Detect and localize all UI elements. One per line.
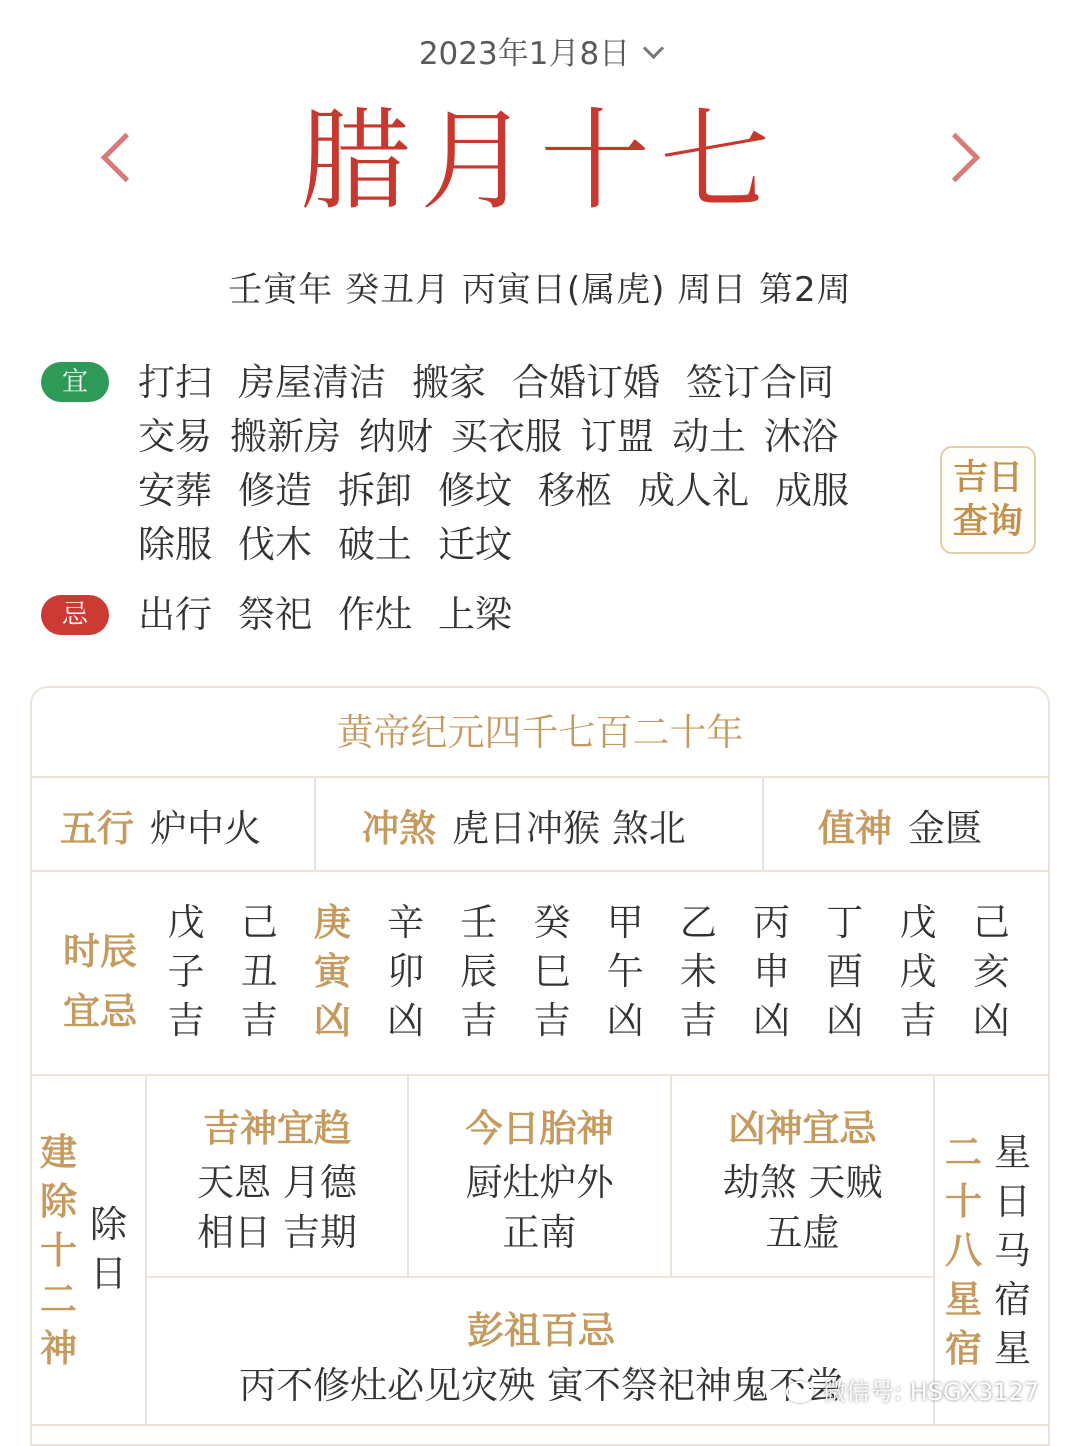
yi-item: 伐木 bbox=[238, 523, 312, 566]
hour-branch: 寅 bbox=[313, 950, 351, 993]
ji-badge: 忌 bbox=[41, 595, 109, 635]
hour-branch: 丑 bbox=[240, 950, 278, 993]
auspicious-day-search-button[interactable] bbox=[940, 446, 1036, 554]
hour-branch: 未 bbox=[679, 950, 717, 993]
hour-column bbox=[376, 898, 436, 1045]
jishen-line1: 天恩 月德 bbox=[197, 1161, 357, 1204]
yi-item: 沐浴 bbox=[764, 415, 838, 458]
hour-luck: 吉 bbox=[899, 999, 937, 1042]
yi-item: 除服 bbox=[138, 523, 212, 566]
yi-item: 修造 bbox=[238, 469, 312, 512]
hour-branch: 子 bbox=[167, 950, 205, 993]
chongsha-value: 虎日冲猴 煞北 bbox=[452, 807, 686, 850]
wuxing-cell bbox=[60, 798, 261, 852]
hour-column bbox=[595, 898, 655, 1045]
hours-label bbox=[52, 922, 148, 1042]
taishen-section bbox=[409, 1098, 670, 1258]
divider bbox=[30, 1074, 1050, 1076]
xiongshen-line1: 劫煞 天贼 bbox=[722, 1161, 883, 1204]
hour-stem: 庚 bbox=[313, 901, 351, 944]
date-selector[interactable] bbox=[0, 28, 1080, 73]
yi-badge: 宜 bbox=[41, 362, 109, 402]
hours-label-line2: 宜忌 bbox=[63, 990, 137, 1033]
jishen-line2: 相日 吉期 bbox=[197, 1211, 357, 1254]
hour-stem: 甲 bbox=[606, 901, 644, 944]
hour-branch: 午 bbox=[606, 950, 644, 993]
watermark-text: 微信号: HSGX3127 bbox=[822, 1378, 1040, 1406]
hour-luck: 吉 bbox=[460, 999, 498, 1042]
hour-luck: 吉 bbox=[240, 999, 278, 1042]
zhishen-label: 值神 bbox=[818, 807, 892, 850]
hour-branch: 卯 bbox=[387, 950, 425, 993]
wuxing-value: 炉中火 bbox=[150, 807, 261, 850]
xiongshen-section bbox=[672, 1098, 933, 1258]
divider bbox=[146, 1276, 934, 1278]
hour-luck: 吉 bbox=[679, 999, 717, 1042]
hour-stem: 乙 bbox=[679, 901, 717, 944]
ji-list bbox=[138, 588, 918, 642]
wechat-icon bbox=[786, 1381, 814, 1403]
hour-branch: 酉 bbox=[826, 950, 864, 993]
hour-stem: 己 bbox=[240, 901, 278, 944]
divider bbox=[30, 870, 1050, 872]
hour-luck: 吉 bbox=[167, 999, 205, 1042]
jishen-section bbox=[147, 1098, 407, 1258]
divider bbox=[30, 1424, 1050, 1426]
ji-item: 出行 bbox=[138, 593, 212, 636]
hour-column bbox=[961, 898, 1021, 1045]
hour-stem: 辛 bbox=[387, 901, 425, 944]
pengzu-title: 彭祖百忌 bbox=[467, 1309, 615, 1352]
yi-item: 成服 bbox=[775, 469, 849, 512]
button-label-line1: 吉日 bbox=[952, 458, 1023, 498]
hour-column bbox=[742, 898, 802, 1045]
wechat-watermark bbox=[786, 1372, 1039, 1407]
yi-item: 房屋清洁 bbox=[238, 361, 386, 404]
chevron-down-icon bbox=[643, 38, 664, 59]
yi-item: 动土 bbox=[672, 415, 746, 458]
hour-luck: 凶 bbox=[753, 999, 791, 1042]
hour-column bbox=[449, 898, 509, 1045]
hour-column bbox=[815, 898, 875, 1045]
hour-branch: 亥 bbox=[972, 950, 1010, 993]
taishen-line1: 厨灶炉外 bbox=[465, 1161, 614, 1204]
hour-branch: 辰 bbox=[460, 950, 498, 993]
hour-luck: 凶 bbox=[826, 999, 864, 1042]
zhishen-cell bbox=[818, 798, 982, 852]
yi-item: 安葬 bbox=[138, 469, 212, 512]
ji-item: 祭祀 bbox=[238, 593, 312, 636]
xiongshen-title: 凶神宜忌 bbox=[728, 1107, 877, 1150]
yi-item: 拆卸 bbox=[338, 469, 412, 512]
yi-item: 搬家 bbox=[412, 361, 486, 404]
divider bbox=[314, 776, 316, 870]
zhishen-value: 金匮 bbox=[908, 807, 982, 850]
yi-item: 破土 bbox=[338, 523, 412, 566]
hour-column bbox=[522, 898, 582, 1045]
hour-stem: 丁 bbox=[826, 901, 864, 944]
xiu-value: 星日马宿星 bbox=[994, 1131, 1031, 1370]
xiu-label: 二十八星宿 bbox=[945, 1131, 982, 1370]
hour-branch: 戌 bbox=[899, 950, 937, 993]
hour-column bbox=[668, 898, 728, 1045]
date-label: 2023年1月8日 bbox=[418, 36, 631, 72]
hour-stem: 己 bbox=[972, 901, 1010, 944]
hour-luck: 凶 bbox=[387, 999, 425, 1042]
hour-column bbox=[156, 898, 216, 1045]
ji-item: 上梁 bbox=[438, 593, 512, 636]
yi-item: 合婚订婚 bbox=[512, 361, 660, 404]
taishen-title: 今日胎神 bbox=[465, 1107, 614, 1150]
hour-column bbox=[888, 898, 948, 1045]
yi-item: 成人礼 bbox=[638, 469, 749, 512]
hour-luck: 凶 bbox=[606, 999, 644, 1042]
hour-luck: 凶 bbox=[972, 999, 1010, 1042]
lunar-date-title: 腊月十七 bbox=[300, 97, 780, 225]
jianchu-label: 建除十二神 bbox=[40, 1131, 77, 1370]
hour-stem: 癸 bbox=[533, 901, 571, 944]
wuxing-label: 五行 bbox=[60, 807, 134, 850]
yi-item: 迁坟 bbox=[438, 523, 512, 566]
divider bbox=[762, 776, 764, 870]
hour-stem: 丙 bbox=[753, 901, 791, 944]
yi-item: 搬新房 bbox=[230, 415, 341, 458]
hour-luck: 凶 bbox=[313, 999, 351, 1042]
yi-item: 买衣服 bbox=[451, 415, 562, 458]
ji-item: 作灶 bbox=[338, 593, 412, 636]
yi-item: 签订合同 bbox=[686, 361, 834, 404]
divider bbox=[30, 776, 1050, 778]
hours-label-line1: 时辰 bbox=[63, 930, 137, 973]
hour-stem: 壬 bbox=[460, 901, 498, 944]
yi-item: 修坟 bbox=[438, 469, 512, 512]
hour-luck: 吉 bbox=[533, 999, 571, 1042]
yi-item: 订盟 bbox=[580, 415, 654, 458]
yi-item: 纳财 bbox=[359, 415, 433, 458]
hour-stem: 戊 bbox=[899, 901, 937, 944]
hour-column bbox=[302, 898, 362, 1045]
taishen-line2: 正南 bbox=[502, 1211, 577, 1254]
era-title: 黄帝纪元四千七百二十年 bbox=[336, 711, 744, 754]
jishen-title: 吉神宜趋 bbox=[203, 1107, 351, 1150]
hour-column bbox=[229, 898, 289, 1045]
jianchu-value: 除日 bbox=[90, 1203, 127, 1295]
ganzhi-line: 壬寅年 癸丑月 丙寅日(属虎) 周日 第2周 bbox=[228, 270, 852, 310]
chongsha-label: 冲煞 bbox=[362, 807, 436, 850]
chongsha-cell bbox=[362, 798, 686, 852]
yi-item: 交易 bbox=[138, 415, 212, 458]
hour-branch: 申 bbox=[753, 950, 791, 993]
xiongshen-line2: 五虚 bbox=[765, 1211, 840, 1254]
hour-branch: 巳 bbox=[533, 950, 571, 993]
yi-list bbox=[138, 356, 918, 572]
yi-item: 移柩 bbox=[538, 469, 612, 512]
button-label-line2: 查询 bbox=[952, 502, 1023, 542]
yi-item: 打扫 bbox=[138, 361, 212, 404]
hour-stem: 戊 bbox=[167, 901, 205, 944]
pengzu-text: 丙不修灶必见灾殃 寅不祭祀神鬼不尝 bbox=[239, 1364, 843, 1407]
